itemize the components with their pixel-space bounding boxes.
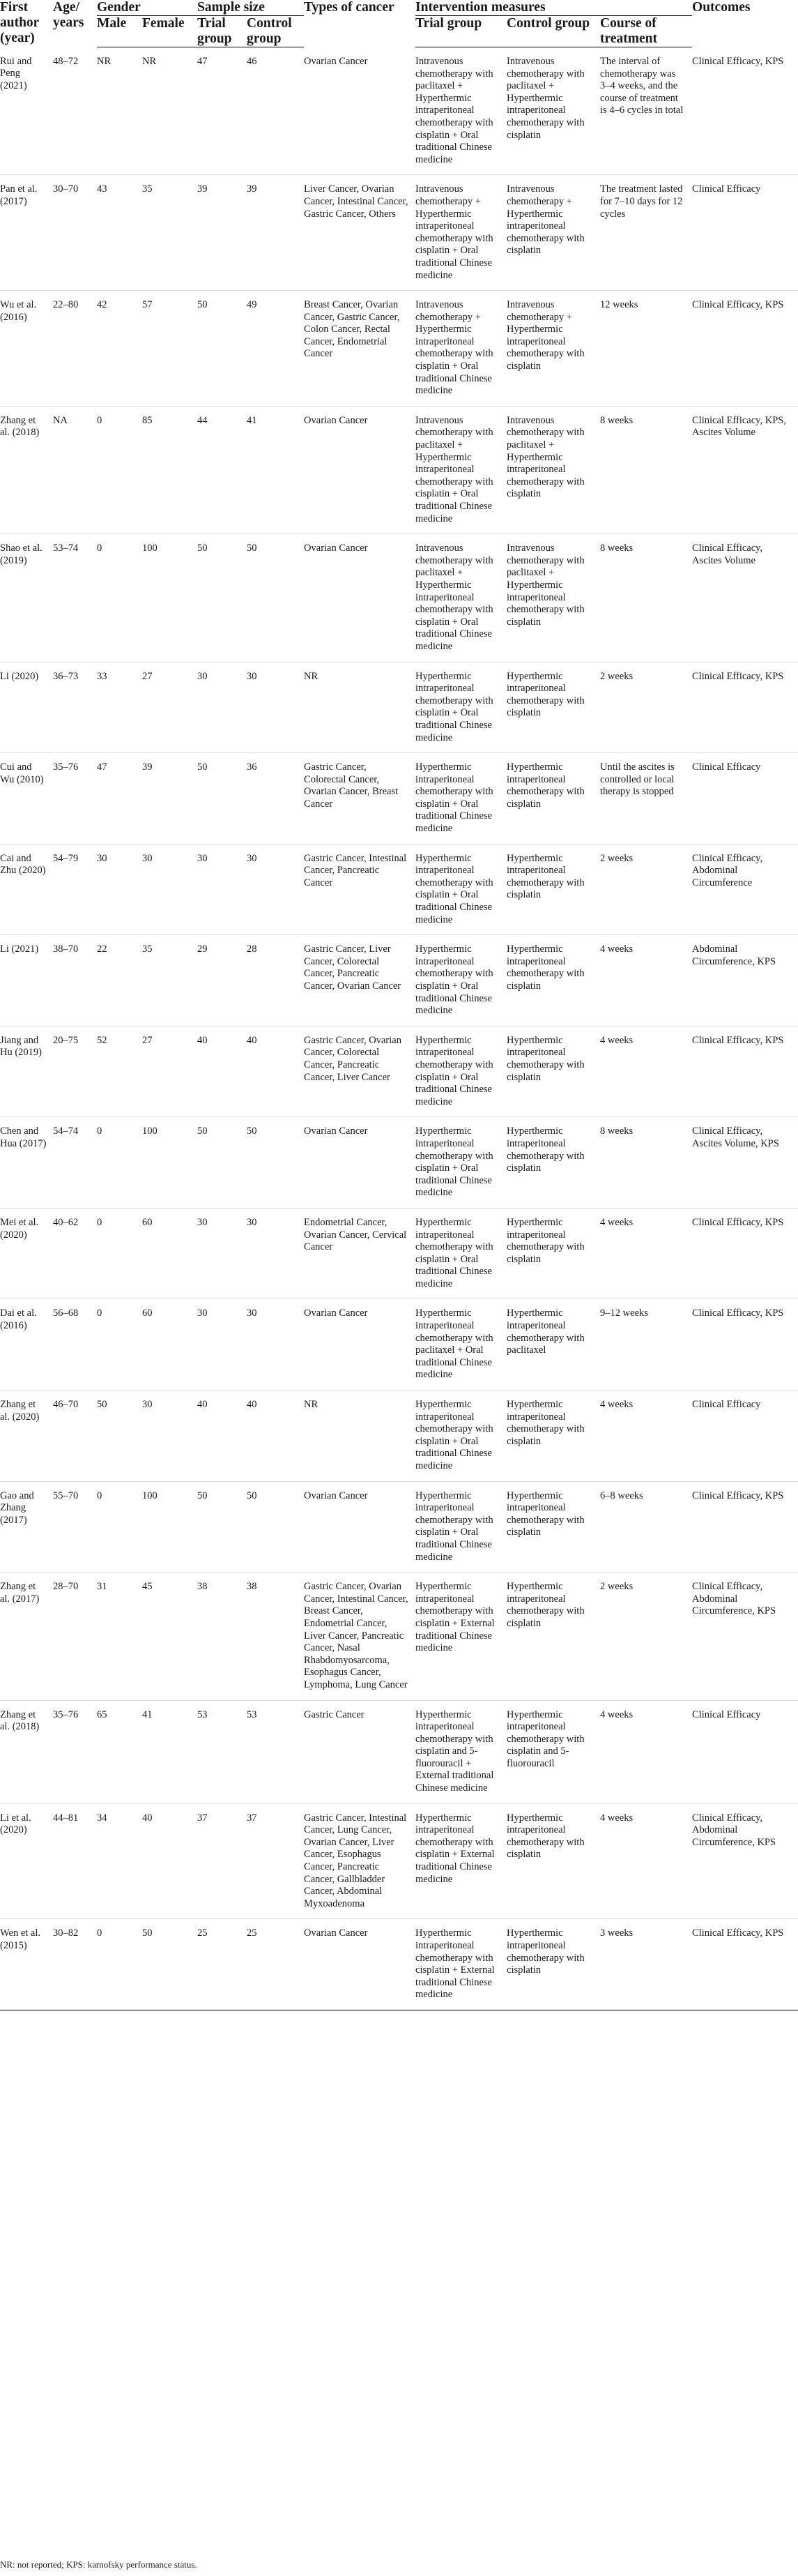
cancer-types-cell: Gastric Cancer, Ovarian Cancer, Colorectal Cancer, Pancreatic Cancer, Liver Cancer bbox=[304, 1034, 401, 1083]
table-row bbox=[0, 1208, 798, 1299]
author-cell: Mei et al. (2020) bbox=[0, 1216, 39, 1241]
trial-intervention-cell: Intravenous chemotherapy + Hyperthermic intraperitoneal chemotherapy with cisplatin + Oral traditional Chinese medicine bbox=[415, 299, 493, 397]
female-cell: 100 bbox=[142, 543, 158, 554]
author-cell: Zhang et al. (2017) bbox=[0, 1581, 40, 1605]
trial-size-cell: 50 bbox=[197, 543, 208, 554]
control-intervention-cell: Hyperthermic intraperitoneal chemotherapy with cisplatin bbox=[507, 1581, 585, 1629]
female-cell: 30 bbox=[142, 852, 153, 864]
author-cell: Wu et al. (2016) bbox=[0, 299, 37, 323]
author-cell: Jiang and Hu (2019) bbox=[0, 1034, 43, 1059]
control-intervention-cell: Hyperthermic intraperitoneal chemotherapy with cisplatin bbox=[507, 944, 585, 992]
trial-intervention-cell: Hyperthermic intraperitoneal chemotherapy with cisplatin and 5-fluorouracil + External traditional Chinese medicine bbox=[415, 1709, 494, 1794]
header-control-group: Control group bbox=[247, 16, 304, 47]
trial-intervention-cell: Hyperthermic intraperitoneal chemotherapy with cisplatin + Oral traditional Chinese medicine bbox=[415, 670, 493, 743]
cancer-types-cell: Liver Cancer, Ovarian Cancer, Intestinal Cancer, Gastric Cancer, Others bbox=[304, 183, 408, 220]
cancer-types-cell: Gastric Cancer, Colorectal Cancer, Ovarian Cancer, Breast Cancer bbox=[304, 762, 399, 810]
table-row bbox=[0, 1700, 798, 1803]
control-intervention-cell: Intravenous chemotherapy with paclitaxel + Hyperthermic intraperitoneal chemotherapy with cisplatin bbox=[507, 56, 585, 141]
trial-size-cell: 40 bbox=[197, 1034, 208, 1046]
header-sample-size: Sample size bbox=[197, 0, 304, 16]
control-intervention-cell: Hyperthermic intraperitoneal chemotherapy with cisplatin and 5-fluorouracil bbox=[507, 1709, 585, 1769]
age-cell: 22–80 bbox=[53, 299, 79, 311]
age-cell: 28–70 bbox=[53, 1581, 79, 1593]
age-cell: 44–81 bbox=[53, 1812, 79, 1824]
outcomes-cell: Clinical Efficacy, Abdominal Circumference bbox=[692, 852, 763, 888]
trial-intervention-cell: Hyperthermic intraperitoneal chemotherapy with cisplatin + External traditional Chinese medicine bbox=[415, 1927, 495, 2001]
table-row bbox=[0, 1026, 798, 1117]
cancer-types-cell: Breast Cancer, Ovarian Cancer, Gastric Cancer, Colon Cancer, Rectal Cancer, Endometrial Cancer bbox=[304, 299, 400, 360]
trial-intervention-cell: Hyperthermic intraperitoneal chemotherapy with cisplatin + Oral traditional Chinese medicine bbox=[415, 852, 493, 925]
control-size-cell: 36 bbox=[247, 762, 257, 773]
control-size-cell: 50 bbox=[247, 1490, 257, 1501]
male-cell: 42 bbox=[97, 299, 107, 311]
female-cell: 60 bbox=[142, 1216, 153, 1228]
header-intervention-control-group: Control group bbox=[507, 16, 600, 47]
age-cell: 30–70 bbox=[53, 183, 79, 195]
trial-intervention-cell: Hyperthermic intraperitoneal chemotherapy with cisplatin + Oral traditional Chinese medicine bbox=[415, 1399, 493, 1471]
course-cell: Until the ascites is controlled or local therapy is stopped bbox=[600, 762, 675, 798]
outcomes-cell: Clinical Efficacy, KPS bbox=[692, 1216, 784, 1228]
outcomes-cell: Clinical Efficacy bbox=[692, 762, 761, 773]
table-row bbox=[0, 534, 798, 662]
trial-intervention-cell: Hyperthermic intraperitoneal chemotherapy with cisplatin + External traditional Chinese medicine bbox=[415, 1812, 495, 1885]
header-author: First author (year) bbox=[0, 0, 39, 45]
author-cell: Pan et al. (2017) bbox=[0, 183, 38, 207]
age-cell: 20–75 bbox=[53, 1034, 79, 1046]
cancer-types-cell: Ovarian Cancer bbox=[304, 1927, 368, 1939]
outcomes-cell: Clinical Efficacy, KPS bbox=[692, 55, 784, 67]
outcomes-cell: Clinical Efficacy, Abdominal Circumference, KPS bbox=[692, 1812, 776, 1848]
trial-intervention-cell: Hyperthermic intraperitoneal chemotherapy with cisplatin + Oral traditional Chinese medicine bbox=[415, 944, 493, 1017]
age-cell: 38–70 bbox=[53, 944, 79, 955]
control-size-cell: 53 bbox=[247, 1709, 257, 1720]
male-cell: 47 bbox=[97, 762, 107, 773]
trial-size-cell: 50 bbox=[197, 299, 208, 311]
author-cell: Cui and Wu (2010) bbox=[0, 762, 44, 785]
table-row bbox=[0, 1117, 798, 1209]
outcomes-cell: Clinical Efficacy bbox=[692, 1709, 761, 1720]
age-cell: 55–70 bbox=[53, 1490, 79, 1501]
control-intervention-cell: Hyperthermic intraperitoneal chemotherapy with cisplatin bbox=[507, 762, 585, 810]
female-cell: 40 bbox=[142, 1812, 153, 1824]
trial-size-cell: 38 bbox=[197, 1581, 208, 1593]
control-size-cell: 39 bbox=[247, 183, 257, 195]
cancer-types-cell: Ovarian Cancer bbox=[304, 543, 368, 554]
female-cell: 60 bbox=[142, 1308, 153, 1319]
cancer-types-cell: Gastric Cancer bbox=[304, 1709, 365, 1720]
male-cell: 22 bbox=[97, 944, 107, 955]
age-cell: 54–79 bbox=[53, 852, 79, 864]
header-types-of-cancer: Types of cancer bbox=[304, 0, 394, 15]
course-cell: 4 weeks bbox=[600, 1812, 634, 1824]
control-size-cell: 40 bbox=[247, 1399, 257, 1411]
control-size-cell: 41 bbox=[247, 414, 257, 426]
trial-size-cell: 25 bbox=[197, 1927, 208, 1939]
male-cell: 65 bbox=[97, 1709, 107, 1720]
table-row bbox=[0, 291, 798, 407]
header-gender: Gender bbox=[97, 0, 197, 16]
control-size-cell: 28 bbox=[247, 944, 257, 955]
course-cell: 2 weeks bbox=[600, 670, 634, 682]
table-row bbox=[0, 1481, 798, 1573]
outcomes-cell: Clinical Efficacy, KPS bbox=[692, 670, 784, 682]
trial-intervention-cell: Intravenous chemotherapy with paclitaxel + Hyperthermic intraperitoneal chemotherapy with cisplatin + Oral traditional Chinese medicine bbox=[415, 56, 493, 165]
author-cell: Chen and Hua (2017) bbox=[0, 1126, 47, 1149]
author-cell: Li et al. (2020) bbox=[0, 1812, 31, 1836]
trial-size-cell: 53 bbox=[197, 1709, 208, 1720]
trial-size-cell: 47 bbox=[197, 56, 208, 67]
control-intervention-cell: Hyperthermic intraperitoneal chemotherapy with cisplatin bbox=[507, 852, 585, 901]
table-row bbox=[0, 175, 798, 291]
age-cell: 48–72 bbox=[53, 55, 79, 67]
header-intervention-measures: Intervention measures bbox=[415, 0, 692, 16]
trial-size-cell: 50 bbox=[197, 1126, 208, 1137]
male-cell: NR bbox=[97, 56, 112, 67]
course-cell: 4 weeks bbox=[600, 1034, 634, 1046]
cancer-types-cell: Gastric Cancer, Liver Cancer, Colorectal Cancer, Pancreatic Cancer, Ovarian Cancer bbox=[304, 944, 401, 992]
trial-size-cell: 50 bbox=[197, 1490, 208, 1501]
trial-intervention-cell: Intravenous chemotherapy with paclitaxel + Hyperthermic intraperitoneal chemotherapy with cisplatin + Oral traditional Chinese medicine bbox=[415, 543, 493, 652]
trial-intervention-cell: Hyperthermic intraperitoneal chemotherapy with cisplatin + Oral traditional Chinese medicine bbox=[415, 1490, 493, 1563]
outcomes-cell: Clinical Efficacy, KPS bbox=[692, 1490, 784, 1501]
control-size-cell: 30 bbox=[247, 852, 257, 864]
control-size-cell: 46 bbox=[247, 56, 257, 67]
control-intervention-cell: Intravenous chemotherapy + Hyperthermic intraperitoneal chemotherapy with cisplatin bbox=[507, 299, 585, 372]
cancer-types-cell: Gastric Cancer, Ovarian Cancer, Intestinal Cancer, Breast Cancer, Endometrial Cancer, Liver Cancer, Pancreatic Cancer, Nasal Rhabdomyosarcoma, Esophagus Cancer, Lymphoma, Lung Cancer bbox=[304, 1581, 408, 1690]
trial-intervention-cell: Hyperthermic intraperitoneal chemotherapy with cisplatin + Oral traditional Chinese medicine bbox=[415, 1126, 493, 1199]
table-row bbox=[0, 844, 798, 935]
age-cell: 46–70 bbox=[53, 1399, 79, 1411]
author-cell: Zhang et al. (2018) bbox=[0, 414, 40, 439]
female-cell: 100 bbox=[142, 1126, 158, 1137]
table-row bbox=[0, 406, 798, 533]
trial-intervention-cell: Hyperthermic intraperitoneal chemotherapy with cisplatin + External traditional Chinese medicine bbox=[415, 1581, 495, 1654]
female-cell: 27 bbox=[142, 1034, 153, 1046]
course-cell: The treatment lasted for 7–10 days for 12 cycles bbox=[600, 183, 683, 220]
trial-intervention-cell: Intravenous chemotherapy with paclitaxel + Hyperthermic intraperitoneal chemotherapy with cisplatin + Oral traditional Chinese medicine bbox=[415, 414, 493, 524]
course-cell: 3 weeks bbox=[600, 1927, 634, 1939]
author-cell: Li (2021) bbox=[0, 944, 39, 955]
table-row bbox=[0, 1573, 798, 1700]
male-cell: 52 bbox=[97, 1034, 107, 1046]
cancer-types-cell: NR bbox=[304, 670, 319, 682]
female-cell: 27 bbox=[142, 670, 153, 682]
trial-size-cell: 44 bbox=[197, 414, 208, 426]
age-cell: 54–74 bbox=[53, 1126, 79, 1137]
male-cell: 0 bbox=[97, 1308, 102, 1319]
male-cell: 0 bbox=[97, 1490, 102, 1501]
age-cell: 35–76 bbox=[53, 762, 79, 773]
outcomes-cell: Clinical Efficacy bbox=[692, 183, 761, 195]
control-intervention-cell: Intravenous chemotherapy + Hyperthermic intraperitoneal chemotherapy with cisplatin bbox=[507, 183, 585, 257]
course-cell: 2 weeks bbox=[600, 1581, 634, 1593]
table-row bbox=[0, 753, 798, 844]
outcomes-cell: Clinical Efficacy, Ascites Volume bbox=[692, 543, 763, 566]
author-cell: Rui and Peng (2021) bbox=[0, 55, 32, 91]
table-row bbox=[0, 935, 798, 1026]
female-cell: 85 bbox=[142, 414, 153, 426]
male-cell: 30 bbox=[97, 852, 107, 864]
course-cell: 4 weeks bbox=[600, 1399, 634, 1411]
control-intervention-cell: Hyperthermic intraperitoneal chemotherapy with cisplatin bbox=[507, 1126, 585, 1174]
table-row bbox=[0, 1803, 798, 1919]
trial-size-cell: 37 bbox=[197, 1812, 208, 1824]
trial-intervention-cell: Hyperthermic intraperitoneal chemotherapy with cisplatin + Oral traditional Chinese medicine bbox=[415, 762, 493, 835]
male-cell: 50 bbox=[97, 1399, 107, 1411]
control-size-cell: 30 bbox=[247, 670, 257, 682]
male-cell: 0 bbox=[97, 414, 102, 426]
course-cell: 12 weeks bbox=[600, 299, 638, 311]
table-row bbox=[0, 1391, 798, 1482]
control-size-cell: 40 bbox=[247, 1034, 257, 1046]
control-size-cell: 37 bbox=[247, 1812, 257, 1824]
age-cell: 53–74 bbox=[53, 543, 79, 554]
trial-size-cell: 50 bbox=[197, 762, 208, 773]
header-intervention-trial-group: Trial group bbox=[415, 16, 507, 47]
outcomes-cell: Clinical Efficacy, KPS bbox=[692, 1034, 784, 1046]
female-cell: 100 bbox=[142, 1490, 158, 1501]
author-cell: Zhang et al. (2020) bbox=[0, 1399, 40, 1423]
outcomes-cell: Clinical Efficacy, Ascites Volume, KPS bbox=[692, 1126, 779, 1149]
course-cell: The interval of chemotherapy was 3–4 weeks, and the course of treatment is 4–6 cycles in total bbox=[600, 56, 684, 116]
header-female: Female bbox=[142, 16, 197, 47]
trial-intervention-cell: Hyperthermic intraperitoneal chemotherapy with cisplatin + Oral traditional Chinese medicine bbox=[415, 1216, 493, 1289]
age-cell: 56–68 bbox=[53, 1308, 79, 1319]
author-cell: Gao and Zhang (2017) bbox=[0, 1490, 34, 1526]
cancer-types-cell: Ovarian Cancer bbox=[304, 1308, 368, 1319]
author-cell: Li (2020) bbox=[0, 670, 39, 682]
male-cell: 0 bbox=[97, 1927, 102, 1939]
female-cell: 45 bbox=[142, 1581, 153, 1593]
trial-size-cell: 40 bbox=[197, 1399, 208, 1411]
age-cell: 30–82 bbox=[53, 1927, 79, 1939]
outcomes-cell: Abdominal Circumference, KPS bbox=[692, 944, 776, 967]
trial-intervention-cell: Intravenous chemotherapy + Hyperthermic intraperitoneal chemotherapy with cisplatin + Oral traditional Chinese medicine bbox=[415, 183, 493, 281]
age-cell: 35–76 bbox=[53, 1709, 79, 1720]
author-cell: Shao et al. (2019) bbox=[0, 543, 43, 566]
control-size-cell: 30 bbox=[247, 1216, 257, 1228]
cancer-types-cell: Ovarian Cancer bbox=[304, 414, 368, 426]
age-cell: 40–62 bbox=[53, 1216, 79, 1228]
female-cell: 50 bbox=[142, 1927, 153, 1939]
male-cell: 43 bbox=[97, 183, 107, 195]
control-size-cell: 49 bbox=[247, 299, 257, 311]
table-row bbox=[0, 47, 798, 175]
control-size-cell: 30 bbox=[247, 1308, 257, 1319]
trial-intervention-cell: Hyperthermic intraperitoneal chemotherapy with cisplatin + Oral traditional Chinese medicine bbox=[415, 1034, 493, 1107]
control-intervention-cell: Hyperthermic intraperitoneal chemotherapy with cisplatin bbox=[507, 1216, 585, 1265]
trial-size-cell: 30 bbox=[197, 670, 208, 682]
cancer-types-cell: Ovarian Cancer bbox=[304, 55, 368, 67]
outcomes-cell: Clinical Efficacy, KPS bbox=[692, 299, 784, 311]
control-size-cell: 50 bbox=[247, 543, 257, 554]
header-outcomes: Outcomes bbox=[692, 0, 751, 15]
female-cell: 41 bbox=[142, 1709, 153, 1720]
trial-size-cell: 30 bbox=[197, 852, 208, 864]
male-cell: 0 bbox=[97, 543, 102, 554]
control-size-cell: 50 bbox=[247, 1126, 257, 1137]
control-intervention-cell: Hyperthermic intraperitoneal chemotherapy with cisplatin bbox=[507, 670, 585, 719]
course-cell: 8 weeks bbox=[600, 1126, 634, 1137]
control-intervention-cell: Hyperthermic intraperitoneal chemotherapy with cisplatin bbox=[507, 1399, 585, 1447]
author-cell: Cai and Zhu (2020) bbox=[0, 852, 46, 877]
age-cell: NA bbox=[53, 414, 68, 426]
table-row bbox=[0, 1919, 798, 2010]
cancer-types-cell: Gastric Cancer, Intestinal Cancer, Pancreatic Cancer bbox=[304, 852, 407, 888]
age-cell: 36–73 bbox=[53, 670, 79, 682]
male-cell: 34 bbox=[97, 1812, 107, 1824]
author-cell: Wen et al. (2015) bbox=[0, 1927, 41, 1951]
female-cell: 35 bbox=[142, 183, 153, 195]
trial-size-cell: 30 bbox=[197, 1308, 208, 1319]
course-cell: 8 weeks bbox=[600, 414, 634, 426]
outcomes-cell: Clinical Efficacy, Abdominal Circumference, KPS bbox=[692, 1581, 776, 1617]
control-intervention-cell: Intravenous chemotherapy with paclitaxel + Hyperthermic intraperitoneal chemotherapy with cisplatin bbox=[507, 543, 585, 628]
cancer-types-cell: NR bbox=[304, 1399, 319, 1411]
header-trial-group: Trial group bbox=[197, 16, 247, 47]
header-age: Age/ years bbox=[53, 0, 84, 30]
control-intervention-cell: Intravenous chemotherapy with paclitaxel + Hyperthermic intraperitoneal chemotherapy with cisplatin bbox=[507, 414, 585, 500]
header-male: Male bbox=[97, 16, 142, 47]
control-size-cell: 25 bbox=[247, 1927, 257, 1939]
outcomes-cell: Clinical Efficacy, KPS bbox=[692, 1927, 784, 1939]
course-cell: 9–12 weeks bbox=[600, 1308, 648, 1319]
outcomes-cell: Clinical Efficacy bbox=[692, 1399, 761, 1411]
female-cell: 35 bbox=[142, 944, 153, 955]
cancer-types-cell: Ovarian Cancer bbox=[304, 1126, 368, 1137]
author-cell: Zhang et al. (2018) bbox=[0, 1709, 40, 1733]
control-intervention-cell: Hyperthermic intraperitoneal chemotherapy with cisplatin bbox=[507, 1034, 585, 1083]
female-cell: 39 bbox=[142, 762, 153, 773]
outcomes-cell: Clinical Efficacy, KPS, Ascites Volume bbox=[692, 414, 786, 439]
course-cell: 6–8 weeks bbox=[600, 1490, 643, 1501]
header-row-1 bbox=[0, 0, 798, 16]
table-row bbox=[0, 1299, 798, 1391]
male-cell: 0 bbox=[97, 1216, 102, 1228]
cancer-types-cell: Ovarian Cancer bbox=[304, 1490, 368, 1501]
header-course-of-treatment: Course of treatment bbox=[600, 16, 692, 47]
control-intervention-cell: Hyperthermic intraperitoneal chemotherapy with cisplatin bbox=[507, 1490, 585, 1538]
male-cell: 31 bbox=[97, 1581, 107, 1593]
cancer-types-cell: Gastric Cancer, Intestinal Cancer, Lung Cancer, Ovarian Cancer, Liver Cancer, Esophagus Cancer, Pancreatic Cancer, Gallbladder Cancer, Abdominal Myxoadenoma bbox=[304, 1812, 407, 1909]
trial-intervention-cell: Hyperthermic intraperitoneal chemotherapy with paclitaxel + Oral traditional Chinese medicine bbox=[415, 1308, 493, 1381]
outcomes-cell: Clinical Efficacy, KPS bbox=[692, 1308, 784, 1319]
female-cell: 57 bbox=[142, 299, 153, 311]
trial-size-cell: 30 bbox=[197, 1216, 208, 1228]
trial-size-cell: 39 bbox=[197, 183, 208, 195]
male-cell: 0 bbox=[97, 1126, 102, 1137]
control-size-cell: 38 bbox=[247, 1581, 257, 1593]
control-intervention-cell: Hyperthermic intraperitoneal chemotherapy with cisplatin bbox=[507, 1812, 585, 1861]
table-row bbox=[0, 662, 798, 753]
female-cell: NR bbox=[142, 56, 157, 67]
course-cell: 2 weeks bbox=[600, 852, 634, 864]
author-cell: Dai et al. (2016) bbox=[0, 1308, 37, 1332]
control-intervention-cell: Hyperthermic intraperitoneal chemotherapy with paclitaxel bbox=[507, 1308, 585, 1356]
course-cell: 4 weeks bbox=[600, 944, 634, 955]
control-intervention-cell: Hyperthermic intraperitoneal chemotherapy with cisplatin bbox=[507, 1927, 585, 1976]
table-footnote: NR: not reported; KPS: karnofsky performance status. bbox=[0, 2559, 197, 2570]
male-cell: 33 bbox=[97, 670, 107, 682]
course-cell: 4 weeks bbox=[600, 1709, 634, 1720]
female-cell: 30 bbox=[142, 1399, 153, 1411]
cancer-types-cell: Endometrial Cancer, Ovarian Cancer, Cervical Cancer bbox=[304, 1216, 407, 1253]
trial-size-cell: 29 bbox=[197, 944, 208, 955]
course-cell: 8 weeks bbox=[600, 543, 634, 554]
course-cell: 4 weeks bbox=[600, 1216, 634, 1228]
